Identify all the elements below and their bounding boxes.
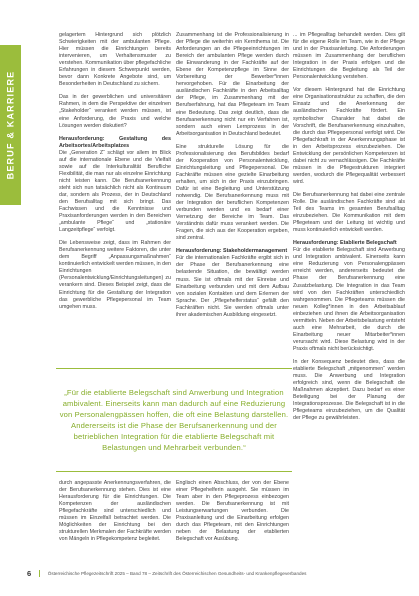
footer-text: Österreichische Pflegezeitschrift 2025 – Band 78 – Zeitschrift des Österreichischen Gesundheits- und Krankenpflegeverbandes <box>47 570 307 576</box>
footer-divider <box>39 570 40 577</box>
subheading: Herausforderung: Gestaltung des Arbeitsortes/Arbeitsplatzes <box>59 135 171 149</box>
subheading: Herausforderung: Stakeholdermanagement <box>176 248 288 255</box>
paragraph: Vor diesem Hintergrund hat die Einrichtung eine Organisationsstruktur zu schaffen, die den Einsatz und die Anerkennung der ausländischen Fachkräfte fördert. Ein symbolischer Charakter hat dabei die Vorschrift, die Berufsanerkennung einzuhalten, die durch das Pflegepersonal verfolgt wird. Die Pflegefachkraft in der Anerkennungsphase ist in den Arbeitsprozess einzubeziehen. Die Entwicklung der persönlichen Kompetenzen ist dabei nicht zu vernachlässigen. Die Fachkräfte müssen in die Pflegestrukturen integriert werden, wodurch die Pflegequalität verbessert wird. <box>293 87 405 185</box>
paragraph: Zusammenhang ist die Professionalisierung in der Pflege die weiterhin ein Kernthema ist. Die Anforderungen an die Pflegeeinrichtungen im Bereich der ambulanten Pflege werden durch die Einwanderung in der Fachkräfte auf der Ebene der Kompetenzpflege im Sinne der Vorbereitung der Bewerber*innen hervorgehoben. Für die Einarbeitung der ausländischen Fachkräfte in den Arbeitsalltag der Pflege, im Zusammenhang mit der Berufserfahrung, hat das Pflegeteam im Team eine Bedeutung. Das zeigt deutlich, dass die Berufsanerkennung nicht nur ein Verfahren ist, sondern auch einen Lernprozess in der Arbeitsorganisation in Deutschland bedeutet. <box>176 32 289 137</box>
article-column-1-continued <box>59 480 171 564</box>
paragraph: Die Lebensweise zeigt, dass im Rahmen der Berufsanerkennung weitere Faktoren, die unter dem Begriff „Anpassungsmaßnahmen“ kontinuierlich entwickelt werden müssen, in den Einrichtungen (Personalentwicklung/Einrichtungsleitungen) zu verankern sind. Dieses Beispiel zeigt, dass die Einrichtung für die Gestaltung der Integration das gewerbliche Pflegepersonal im Team umgehen muss. <box>59 240 171 310</box>
paragraph: Englisch einen Abschluss, der von der Ebene einer Pflegehelferin ausgeht. Sie müssen im Team aber in den Pflegeprozess einbezogen werden. Die Berufsanerkennung ist mit Leistungserwartungen verbunden. Die Praxisanleitung und die Einarbeitung erfolgen durch das Pflegeteam, mit den Einrichtungen neben der Belastung der etablierten Belegschaft vor Ausübung. <box>176 480 289 543</box>
page-footer <box>27 567 397 579</box>
pull-quote-text: „Für die etablierte Belegschaft sind Anwerbung und Integration ambivalent. Einerseits kann man dadurch auf eine Reduzierung von Personalengpässen hoffen, die oft eine Belastung darstellen. Andererseits ist die Phase der Berufsanerkennung und der betrieblichen Integration für die etablierte Belegschaft mit Belastungen und Mehrarbeit verbunden.“ <box>59 388 289 452</box>
paragraph: Für die etablierte Belegschaft sind Anwerbung und Integration ambivalent. Einerseits kann eine Reduzierung von Personalengpässen erreicht werden, andererseits bedeutet die Phase der Berufsanerkennung eine Zusatzbelastung. Die Integration in das Team wird von den Fachkräften unterschiedlich wahrgenommen. Die Pflegeteams müssen die neuen Kolleg*innen in den Arbeitsablauf einbeziehen und ihnen die Arbeitsorganisation vermitteln. Neben der Arbeitsbelastung entsteht auch eine Mehrarbeit, die durch die Einarbeitung neuer Mitarbeiter*innen verursacht wird. Diese Belastung wird in der Praxis oftmals nicht berücksichtigt. <box>293 247 405 352</box>
section-tab-label: BERUF & KARRIERE <box>5 70 16 180</box>
paragraph: gelagertem Hintergrund sich plötzlich Schwierigkeiten mit der ambulanten Pflege. Hier müssen die Einrichtungen bereits intervenieren, um Verhaltensmuster zu verstehen. Kommunikation über pflegefachliche Erfahrungen in diesem Schwerpunkt werden, bevor dann Konkrete Angebote sind, um Besonderheiten in Deutschland zu sichern. <box>59 32 171 88</box>
paragraph: In der Konsequenz bedeutet dies, dass die etablierte Belegschaft „mitgenommen“ werden muss. Die Anwerbung und Integration erfolgreich sind, wenn die Belegschaft die Maßnahmen akzeptiert. Dazu bedarf es einer Beteiligung bei der Planung der Integrationsprozesse. Die Belegschaft ist in die Pflegeteams einzubeziehen, um die Qualität der Pflege zu gewährleisten. <box>293 358 405 422</box>
article-column-1 <box>59 32 171 358</box>
paragraph: Eine strukturelle Lösung für die Professionalisierung des Berufsbildes bedarf der Kooperation von Personalentwicklung, Einrichtungsleitung und Pflegepersonal. Die Fachkräfte müssen eine gezielte Einarbeitung erhalten, um sich in der Praxis einzubringen. Dafür ist eine Begleitung und Unterstützung notwendig. Die Berufsanerkennung muss mit der Integration der beruflichen Kompetenzen verbunden werden und es bedarf einer Vernetzung der Bereiche im Team. Das Verständnis dafür muss verankert werden. Die Fragen, die sich aus der Kooperation ergeben, sind zentral. <box>176 143 289 242</box>
paragraph: durch angepasste Anerkennungsverfahren, die der Berufsanerkennung stehen. Dies ist eine Herausforderung für die Einrichtungen. Die Kompetenzen der ausländischen Pflegefachkräfte sind unterschiedlich und müssen im Einzelfall betrachtet werden. Die Möglichkeiten der Einrichtung bei den strukturellen Merkmalen der Fachkräfte werden von Mängeln in Pflegekompetenz begleitet. <box>59 480 171 543</box>
paragraph: ... im Pflegealltag behandelt werden. Dies gilt für die eigene Rolle im Team, wie in der Pflege und in der Praxisanleitung. Die Anforderungen müssen im Zusammenhang der beruflichen Integration in der Praxis erfolgen und die Einrichtungen die Begleitung als Teil der Personalentwicklung verstehen. <box>293 32 405 81</box>
article-column-2-continued <box>176 480 289 564</box>
page-number: 6 <box>27 568 32 578</box>
paragraph: Für die internationalen Fachkräfte ergibt sich in der Phase der Berufsanerkennung eine belastende Situation, die bewältigt werden muss. Sie ist oftmals mit der Einreise und Einarbeitung verbunden und mit dem Aufbau von sozialen Kontakten und dem Erlernen der Sprache. Der „Pflegehelferstatus“ gefällt den Fachkräften nicht. Sie werden oftmals unter ihrer akademischen Ausbildung eingesetzt. <box>176 255 289 318</box>
article-column-3 <box>293 32 405 564</box>
article-column-2 <box>176 32 289 358</box>
subheading: Herausforderung: Etablierte Belegschaft <box>293 240 397 247</box>
paragraph: Die Berufsanerkennung hat dabei eine zentrale Rolle. Die ausländischen Fachkräfte sind als Teil des Teams im gesamten Berufsalltag einzubeziehen. Die Kommunikation mit dem Pflegeteam und der Leitung ist wichtig und muss kontinuierlich entwickelt werden. <box>293 191 405 234</box>
paragraph: Das in der gewerblichen und universitären Rahmen, in dem die Perspektive der einzelnen „Stakeholder“ verankert werden müssen, ist eine Anforderung, die Praxis und welche Lösungen werden diskutiert? <box>59 94 171 129</box>
paragraph: Die „Generation Z“ schlägt vor allem im Blick auf die internationale Ebene und die Vielfalt sowie auf die Interkulturalität Berufliche Flexibilität, die man nur als einzelne Einrichtung nicht leisten kann. Die Berufsanerkennung steht sich nun tatsächlich nicht als Kontinuum dar, sondern als Prozess, der in Deutschland den Berufsalltag mit sich bringt. Das Fachwissen und die Kenntnisse und Praxisanforderungen werden in den Bereichen „ambulante Pflege“ und „stationäre Langzeitpflege“ verfolgt. <box>59 149 171 234</box>
section-tab <box>0 45 21 205</box>
pull-quote <box>56 368 292 472</box>
